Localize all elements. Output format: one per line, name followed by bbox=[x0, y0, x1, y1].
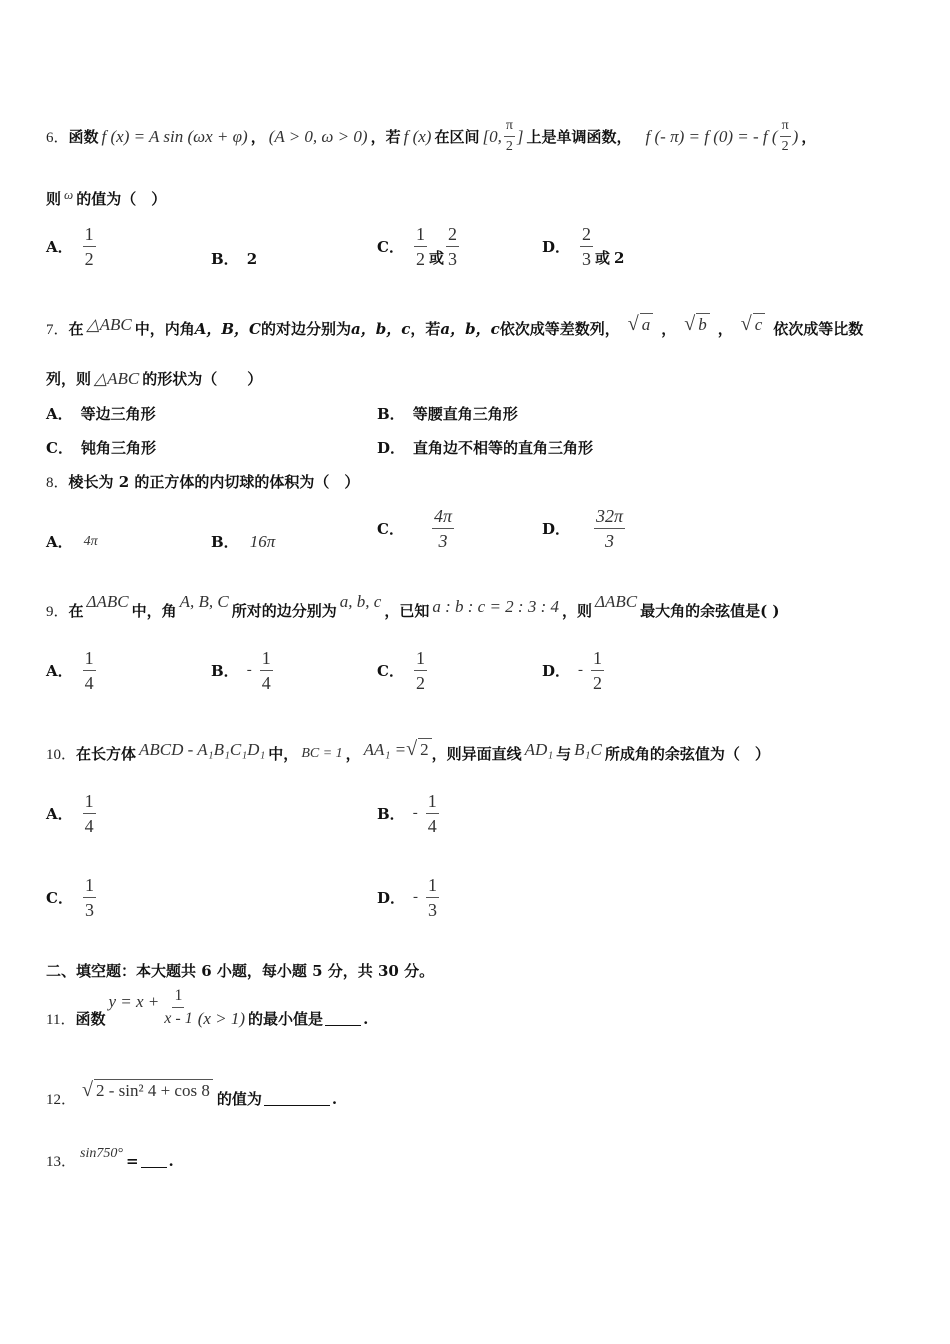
question-text: 所成角的余弦值为（ ） bbox=[604, 745, 770, 763]
question-7-line-1 bbox=[46, 313, 864, 339]
question-6-line-2 bbox=[46, 188, 166, 209]
math-expression: AA₁ = bbox=[363, 739, 407, 759]
question-text: 依次成等差数列， bbox=[499, 320, 620, 338]
math-expression: △ABC bbox=[94, 368, 140, 388]
numerator: π bbox=[780, 118, 791, 137]
minus-sign: - bbox=[578, 662, 584, 678]
question-text: = bbox=[125, 1151, 139, 1170]
question-text: 上是单调函数， bbox=[526, 128, 632, 146]
numerator: π bbox=[504, 118, 515, 137]
fraction bbox=[780, 118, 791, 155]
denominator: 4 bbox=[427, 816, 437, 836]
option-label: C． bbox=[377, 238, 404, 256]
answer-blank[interactable] bbox=[264, 1091, 330, 1106]
question-text: ， bbox=[250, 128, 266, 146]
math-expression: f (- π) = f (0) = - f ( bbox=[645, 126, 778, 146]
numerator: 1 bbox=[83, 224, 96, 247]
fraction bbox=[414, 648, 427, 693]
denominator: 4 bbox=[84, 816, 94, 836]
question-text: 中，角 bbox=[131, 602, 177, 620]
section-title: 二、填空题：本大题共 6 小题，每小题 5 分，共 30 分。 bbox=[46, 962, 435, 980]
fraction bbox=[591, 648, 604, 693]
math-expression: ΔABC bbox=[86, 591, 129, 611]
math-expression: △ABC bbox=[86, 314, 132, 334]
math-expression: f (x) = A sin (ωx + φ) bbox=[101, 126, 248, 146]
option-c[interactable] bbox=[377, 506, 456, 551]
radical-icon: √ bbox=[627, 313, 639, 335]
denominator: 2 bbox=[593, 673, 603, 693]
option-text: 2 bbox=[246, 249, 258, 268]
fraction bbox=[426, 875, 439, 920]
denominator: 3 bbox=[428, 900, 438, 920]
question-11 bbox=[46, 986, 368, 1029]
denominator: 4 bbox=[261, 673, 271, 693]
option-a[interactable] bbox=[46, 531, 101, 552]
radical-icon: √ bbox=[684, 313, 696, 335]
sqrt-c bbox=[741, 313, 766, 336]
radical-icon: √ bbox=[82, 1079, 93, 1101]
sqrt-b bbox=[684, 313, 709, 336]
numerator: 32π bbox=[594, 506, 625, 529]
option-d[interactable] bbox=[377, 875, 441, 920]
option-label: B． bbox=[211, 662, 239, 680]
question-text: ，已知 bbox=[384, 602, 430, 620]
option-label: C． bbox=[377, 520, 404, 538]
question-number: 13． bbox=[46, 1154, 77, 1170]
math-expression: (x > 1) bbox=[197, 1008, 246, 1028]
option-c[interactable] bbox=[46, 437, 156, 458]
math-expression: sin750° bbox=[80, 1145, 123, 1161]
question-8 bbox=[46, 471, 359, 492]
fraction bbox=[83, 791, 96, 836]
option-label: B． bbox=[377, 405, 405, 423]
option-a[interactable] bbox=[46, 791, 98, 836]
option-label: A． bbox=[46, 533, 73, 551]
option-b[interactable] bbox=[211, 531, 278, 552]
option-label: C． bbox=[46, 889, 73, 907]
question-text: 函数 bbox=[68, 128, 99, 146]
sqrt-expression bbox=[82, 1079, 213, 1102]
option-b[interactable] bbox=[211, 248, 257, 269]
option-c[interactable] bbox=[377, 224, 461, 269]
denominator: 2 bbox=[84, 249, 94, 269]
question-text: ， bbox=[345, 745, 361, 763]
option-text: 等腰直角三角形 bbox=[412, 405, 518, 423]
question-text: 中， bbox=[268, 745, 299, 763]
numerator: 1 bbox=[83, 875, 96, 898]
question-text: 在区间 bbox=[434, 128, 480, 146]
option-b[interactable] bbox=[211, 648, 275, 693]
radical-icon: √ bbox=[406, 738, 418, 760]
option-text: 或 bbox=[428, 249, 444, 267]
option-math: 4π bbox=[83, 533, 98, 549]
option-text: 直角边不相等的直角三角形 bbox=[413, 439, 594, 457]
denominator: 3 bbox=[84, 900, 94, 920]
option-label: A． bbox=[46, 662, 73, 680]
fraction bbox=[83, 648, 96, 693]
question-number: 11． bbox=[46, 1012, 76, 1028]
option-a[interactable] bbox=[46, 224, 98, 269]
question-number: 12． bbox=[46, 1092, 77, 1108]
minus-sign: - bbox=[412, 805, 418, 821]
option-label: D． bbox=[542, 662, 571, 680]
option-label: B． bbox=[211, 533, 239, 551]
denominator: 3 bbox=[438, 531, 448, 551]
option-label: C． bbox=[377, 662, 404, 680]
question-text: ， bbox=[717, 320, 733, 338]
math-expression: ABCD - A₁B₁C₁D₁ bbox=[139, 739, 266, 759]
math-expression: f (x) bbox=[403, 126, 432, 146]
question-6-line-1 bbox=[46, 118, 816, 155]
option-label: A． bbox=[46, 238, 73, 256]
math-expression: y = x + bbox=[108, 991, 160, 1011]
sqrt-2 bbox=[406, 738, 431, 761]
math-expression: ] bbox=[516, 126, 524, 146]
question-text: 中，内角 bbox=[134, 320, 195, 338]
math-expression: a, b, c bbox=[339, 591, 382, 611]
sqrt-a bbox=[628, 313, 653, 336]
math-expression: [0, bbox=[482, 126, 502, 146]
math-expression: ) bbox=[792, 126, 799, 146]
answer-blank[interactable] bbox=[141, 1153, 167, 1168]
option-label: D． bbox=[377, 439, 406, 457]
option-d[interactable] bbox=[377, 437, 593, 458]
fraction bbox=[504, 118, 515, 155]
question-text: 在 bbox=[68, 602, 84, 620]
denominator: 3 bbox=[582, 249, 592, 269]
math-expression: (A > 0, ω > 0) bbox=[268, 126, 368, 146]
question-text: ， bbox=[661, 320, 677, 338]
fraction bbox=[260, 648, 273, 693]
numerator: 1 bbox=[83, 648, 96, 671]
question-number: 6． bbox=[46, 130, 69, 146]
radicand: a bbox=[640, 313, 654, 335]
question-text: 的最小值是 bbox=[248, 1010, 324, 1028]
numerator: 1 bbox=[414, 224, 427, 247]
fraction bbox=[594, 506, 625, 551]
denominator: 4 bbox=[84, 673, 94, 693]
question-text: ， bbox=[801, 128, 817, 146]
question-text: . bbox=[168, 1151, 174, 1170]
numerator: 1 bbox=[426, 791, 439, 814]
option-a[interactable] bbox=[46, 403, 156, 424]
question-text: . bbox=[331, 1089, 338, 1108]
question-text: 则 bbox=[46, 190, 62, 208]
option-label: D． bbox=[542, 238, 571, 256]
question-number: 10． bbox=[46, 747, 77, 763]
option-d[interactable] bbox=[542, 506, 627, 551]
denominator: 2 bbox=[781, 139, 789, 154]
question-7-line-2 bbox=[46, 368, 262, 389]
fraction bbox=[164, 987, 192, 1028]
option-b[interactable] bbox=[377, 791, 441, 836]
question-text: 最大角的余弦值是( ) bbox=[640, 602, 780, 620]
denominator: 2 bbox=[505, 139, 513, 154]
fraction bbox=[580, 224, 593, 269]
option-label: B． bbox=[211, 250, 239, 268]
question-text: 在 bbox=[68, 320, 84, 338]
question-number: 8． bbox=[46, 475, 69, 491]
numerator: 1 bbox=[591, 648, 604, 671]
radicand: c bbox=[753, 313, 766, 335]
math-expression: a : b : c = 2 : 3 : 4 bbox=[432, 596, 559, 616]
numerator: 1 bbox=[414, 648, 427, 671]
option-c[interactable] bbox=[46, 875, 98, 920]
radical-icon: √ bbox=[740, 313, 752, 335]
question-text: 棱长为 2 的正方体的内切球的体积为（ ） bbox=[68, 473, 360, 491]
option-text: 钝角三角形 bbox=[80, 439, 156, 457]
question-text: 的值为 bbox=[216, 1090, 262, 1108]
question-text: 依次成等比数 bbox=[773, 320, 864, 338]
option-a[interactable] bbox=[46, 648, 98, 693]
question-number: 7． bbox=[46, 322, 69, 338]
option-b[interactable] bbox=[377, 403, 518, 424]
numerator: 2 bbox=[580, 224, 593, 247]
question-text: 的形状为（ ） bbox=[142, 370, 263, 388]
question-13 bbox=[46, 1136, 174, 1171]
denominator: 3 bbox=[605, 531, 615, 551]
radicand: b bbox=[696, 313, 710, 335]
question-text: 与 bbox=[556, 745, 572, 763]
option-label: A． bbox=[46, 405, 73, 423]
option-c[interactable] bbox=[377, 648, 429, 693]
numerator: 4π bbox=[432, 506, 454, 529]
math-expression: BC = 1 bbox=[301, 745, 343, 761]
question-10 bbox=[46, 738, 770, 764]
fraction bbox=[83, 875, 96, 920]
question-text: 列，则 bbox=[46, 370, 92, 388]
question-text: A，B，C bbox=[194, 320, 261, 338]
section-2-heading bbox=[46, 960, 434, 981]
math-expression: ω bbox=[64, 186, 74, 202]
question-text: ，则 bbox=[562, 602, 593, 620]
question-text: . bbox=[363, 1009, 369, 1028]
denominator: 3 bbox=[447, 249, 457, 269]
question-9 bbox=[46, 591, 780, 621]
minus-sign: - bbox=[246, 662, 252, 678]
numerator: 1 bbox=[172, 987, 184, 1008]
numerator: 1 bbox=[260, 648, 273, 671]
option-label: D． bbox=[377, 889, 406, 907]
numerator: 1 bbox=[426, 875, 439, 898]
denominator: 2 bbox=[415, 249, 425, 269]
denominator: 2 bbox=[415, 673, 425, 693]
question-text: 所对的边分别为 bbox=[231, 602, 337, 620]
math-expression: ΔABC bbox=[595, 591, 638, 611]
question-text: a，b，c bbox=[440, 320, 500, 338]
option-label: C． bbox=[46, 439, 73, 457]
math-expression: AD₁ bbox=[524, 739, 554, 759]
fraction bbox=[83, 224, 96, 269]
question-12 bbox=[46, 1072, 337, 1109]
minus-sign: - bbox=[413, 889, 419, 905]
question-text: ，若 bbox=[410, 320, 441, 338]
option-math: 16π bbox=[249, 531, 276, 551]
option-text: 等边三角形 bbox=[80, 405, 156, 423]
option-label: A． bbox=[46, 805, 73, 823]
math-expression: A, B, C bbox=[179, 591, 229, 611]
option-d[interactable] bbox=[542, 224, 624, 269]
denominator: x - 1 bbox=[164, 1010, 193, 1027]
option-d[interactable] bbox=[542, 648, 606, 693]
answer-blank[interactable] bbox=[325, 1011, 361, 1026]
fraction bbox=[414, 224, 427, 269]
question-text: 的对边分别为 bbox=[261, 320, 352, 338]
fraction bbox=[432, 506, 454, 551]
math-expression: B₁C bbox=[574, 739, 602, 759]
radicand: 2 bbox=[418, 738, 432, 760]
fraction bbox=[426, 791, 439, 836]
numerator: 2 bbox=[446, 224, 459, 247]
option-text: 或 bbox=[595, 249, 611, 267]
radicand: 2 - sin² 4 + cos 8 bbox=[94, 1079, 213, 1101]
question-text: 的值为（ ） bbox=[76, 190, 167, 208]
option-label: D． bbox=[542, 520, 571, 538]
fraction bbox=[446, 224, 459, 269]
question-number: 9． bbox=[46, 604, 69, 620]
question-text: 在长方体 bbox=[76, 745, 137, 763]
question-text: ，若 bbox=[370, 128, 401, 146]
option-label: B． bbox=[377, 805, 405, 823]
question-text: 函数 bbox=[75, 1010, 106, 1028]
question-text: a，b，c bbox=[351, 320, 411, 338]
option-text: 2 bbox=[614, 248, 625, 267]
numerator: 1 bbox=[83, 791, 96, 814]
question-text: ，则异面直线 bbox=[431, 745, 522, 763]
